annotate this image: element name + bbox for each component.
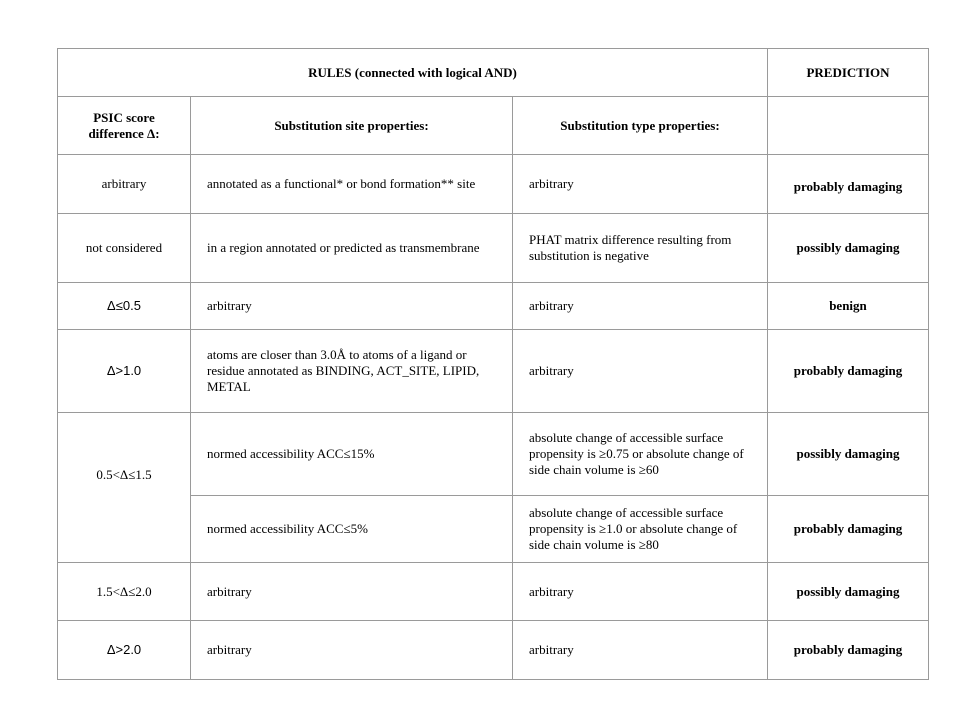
site-cell: in a region annotated or predicted as transmembrane <box>191 214 513 283</box>
prediction-cell: possibly damaging <box>768 214 929 283</box>
prediction-cell: probably damaging <box>768 330 929 413</box>
prediction-cell: benign <box>768 283 929 330</box>
type-cell: arbitrary <box>513 621 768 680</box>
site-cell: arbitrary <box>191 621 513 680</box>
prediction-cell: possibly damaging <box>768 413 929 496</box>
table-subheader-row <box>58 97 929 155</box>
site-cell: normed accessibility ACC≤15% <box>191 413 513 496</box>
type-cell: arbitrary <box>513 155 768 214</box>
site-cell: arbitrary <box>191 283 513 330</box>
psic-cell: Δ>1.0 <box>58 330 191 413</box>
table-header-row <box>58 49 929 97</box>
prediction-cell: possibly damaging <box>768 563 929 621</box>
psic-cell: Δ≤0.5 <box>58 283 191 330</box>
site-properties-header: Substitution site properties: <box>191 97 513 155</box>
type-cell: arbitrary <box>513 563 768 621</box>
table-row <box>58 413 929 496</box>
type-properties-header: Substitution type properties: <box>513 97 768 155</box>
prediction-cell: probably damaging <box>768 155 929 214</box>
site-cell: arbitrary <box>191 563 513 621</box>
psic-header-line1: PSIC score <box>93 109 155 125</box>
table-row <box>58 563 929 621</box>
type-cell: PHAT matrix difference resulting from substitution is negative <box>513 214 768 283</box>
table-row <box>58 214 929 283</box>
table-row <box>58 155 929 214</box>
psic-cell: arbitrary <box>58 155 191 214</box>
table-row <box>58 283 929 330</box>
psic-header <box>58 97 191 155</box>
psic-cell: 0.5<Δ≤1.5 <box>58 413 191 563</box>
table-row <box>58 330 929 413</box>
prediction-header: PREDICTION <box>768 49 929 97</box>
type-cell: arbitrary <box>513 283 768 330</box>
psic-cell: not considered <box>58 214 191 283</box>
site-cell: annotated as a functional* or bond formation** site <box>191 155 513 214</box>
prediction-cell: probably damaging <box>768 621 929 680</box>
psic-cell: Δ>2.0 <box>58 621 191 680</box>
prediction-subheader-empty <box>768 97 929 155</box>
table-row <box>58 621 929 680</box>
type-cell: absolute change of accessible surface propensity is ≥1.0 or absolute change of side chain volume is ≥80 <box>513 496 768 563</box>
psic-cell: 1.5<Δ≤2.0 <box>58 563 191 621</box>
rules-header: RULES (connected with logical AND) <box>58 49 768 97</box>
type-cell: absolute change of accessible surface propensity is ≥0.75 or absolute change of side chain volume is ≥60 <box>513 413 768 496</box>
site-cell: normed accessibility ACC≤5% <box>191 496 513 563</box>
rules-table <box>57 48 929 680</box>
prediction-cell: probably damaging <box>768 496 929 563</box>
psic-header-line2: difference Δ: <box>88 125 160 141</box>
site-cell: atoms are closer than 3.0Å to atoms of a ligand or residue annotated as BINDING, ACT_SITE, LIPID, METAL <box>191 330 513 413</box>
type-cell: arbitrary <box>513 330 768 413</box>
